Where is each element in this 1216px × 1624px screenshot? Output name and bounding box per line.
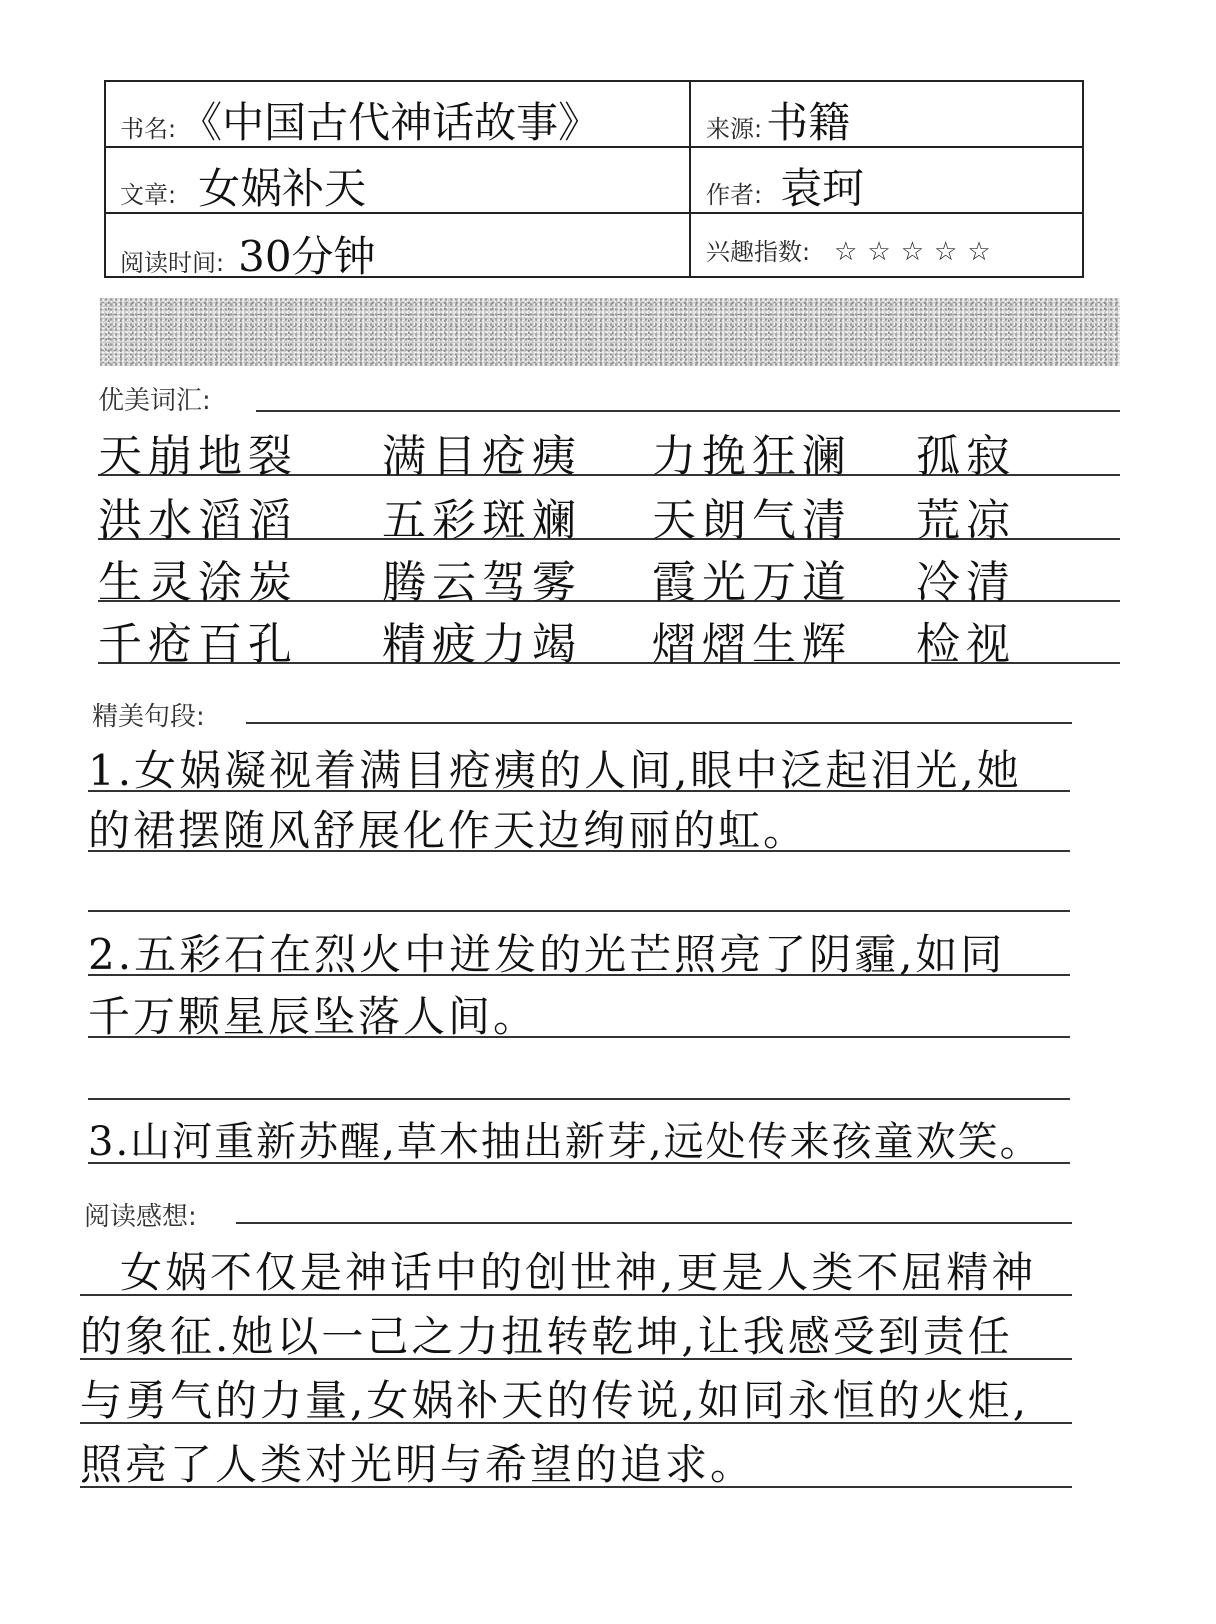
book-title-cell — [120, 90, 600, 150]
vocab-word: 力挽狂澜 — [652, 431, 852, 482]
vocab-word: 冷清 — [916, 557, 1016, 608]
article-label: 文章: — [120, 181, 177, 209]
info-table — [104, 80, 1084, 281]
ruled-line — [88, 1098, 1070, 1100]
reflection-line: 与勇气的力量,女娲补天的传说,如同永恒的火炬, — [80, 1376, 1030, 1425]
sentence-line: 2.五彩石在烈火中迸发的光芒照亮了阴霾,如同 — [88, 930, 1006, 979]
table-divider — [689, 82, 691, 276]
interest-stars: ☆☆☆☆☆ — [834, 237, 1001, 267]
vocab-word: 霞光万道 — [652, 557, 852, 608]
reading-time-value: 30分钟 — [238, 232, 376, 281]
vocab-word: 精疲力竭 — [382, 619, 582, 670]
reading-time-label: 阅读时间: — [120, 249, 225, 277]
shaded-band — [100, 298, 1120, 366]
author-value: 袁珂 — [780, 164, 865, 213]
vocab-word: 洪水滔滔 — [98, 495, 298, 546]
vocab-word: 千疮百孔 — [98, 619, 298, 670]
reflection-section-label: 阅读感想: — [84, 1202, 197, 1232]
sentences-section-label: 精美句段: — [92, 702, 205, 732]
sentence-line: 千万颗星辰坠落人间。 — [88, 992, 539, 1041]
vocab-word: 五彩斑斓 — [382, 495, 582, 546]
vocab-word: 检视 — [916, 619, 1016, 670]
reflection-line: 照亮了人类对光明与希望的追求。 — [80, 1440, 756, 1489]
section-underline — [246, 722, 1072, 724]
vocab-word: 孤寂 — [916, 431, 1016, 482]
sentence-line: 的裙摆随风舒展化作天边绚丽的虹。 — [88, 806, 809, 855]
vocab-word: 天崩地裂 — [98, 431, 298, 482]
interest-cell — [706, 232, 1001, 267]
reflection-line: 的象征.她以一己之力扭转乾坤,让我感受到责任 — [80, 1312, 1013, 1361]
source-cell — [706, 90, 850, 150]
reflection-line: 女娲不仅是神话中的创世神,更是人类不屈精神 — [120, 1248, 1037, 1297]
section-underline — [236, 1222, 1072, 1224]
article-value: 女娲补天 — [198, 164, 367, 213]
author-cell — [706, 156, 864, 216]
sentence-line: 3.山河重新苏醒,草木抽出新芽,远处传来孩童欢笑。 — [88, 1119, 1042, 1165]
vocab-word: 满目疮痍 — [382, 431, 582, 482]
vocab-section-label: 优美词汇: — [98, 386, 211, 416]
vocab-word: 腾云驾雾 — [382, 557, 582, 608]
source-value: 书籍 — [766, 98, 851, 147]
interest-label: 兴趣指数: — [706, 238, 811, 266]
source-label: 来源: — [706, 115, 763, 143]
vocab-word: 荒凉 — [916, 495, 1016, 546]
book-title-label: 书名: — [120, 115, 177, 143]
vocab-word: 生灵涂炭 — [98, 557, 298, 608]
book-title-value: 《中国古代神话故事》 — [180, 98, 601, 147]
ruled-line — [88, 910, 1070, 912]
article-cell — [120, 156, 366, 216]
vocab-word: 天朗气清 — [652, 495, 852, 546]
sentence-line: 1.女娲凝视着满目疮痍的人间,眼中泛起泪光,她 — [88, 746, 1022, 795]
author-label: 作者: — [706, 181, 763, 209]
section-underline — [256, 410, 1120, 412]
reading-time-cell — [120, 224, 376, 284]
vocab-word: 熠熠生辉 — [652, 619, 852, 670]
